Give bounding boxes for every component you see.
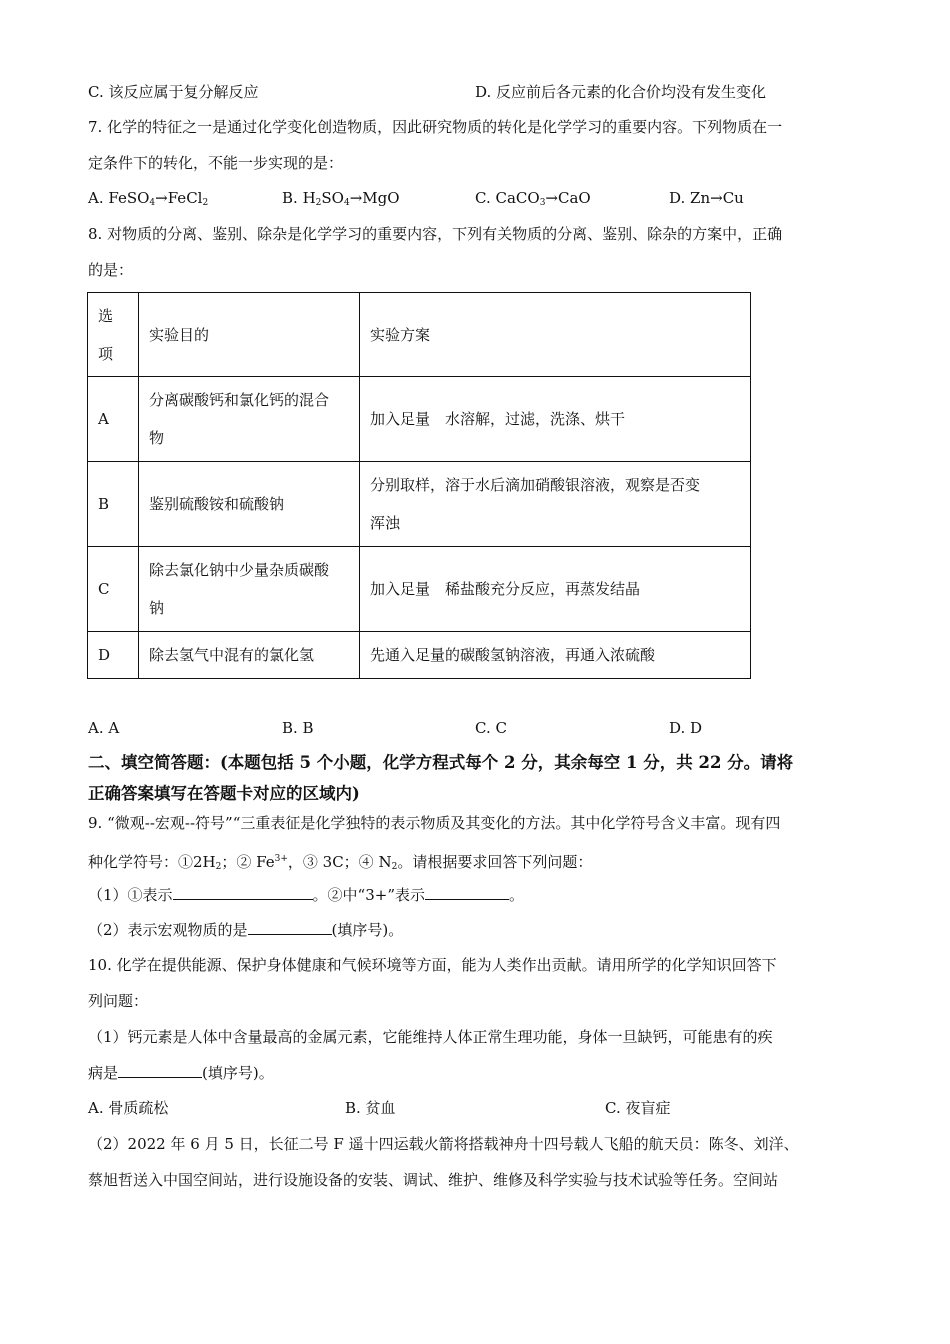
q9-sub1: （1）①表示 。②中“3+”表示 。 (88, 886, 525, 904)
q8-answer-a: A. A (88, 719, 120, 737)
q7-option-b: B. $H_2SO_4\to MgO$ (282, 189, 400, 208)
row-goal: 除去氯化钠中少量杂质碳酸 钠 (139, 547, 360, 632)
q8-experiment-table (87, 292, 751, 679)
row-option: D (88, 632, 139, 679)
answer-blank[interactable] (118, 1063, 202, 1078)
q9-sub2: （2）表示宏观物质的是 (填序号)。 (88, 921, 404, 939)
q10-option-b: B. 贫血 (345, 1099, 396, 1117)
q6-option-c: C. 该反应属于复分解反应 (88, 83, 259, 101)
header-goal: 实验目的 (139, 293, 360, 377)
q10-stem-line1: 10. 化学在提供能源、保护身体健康和气候环境等方面，能为人类作出贡献。请用所学的化学知识回答下 (88, 956, 777, 974)
q7-option-a: A. FeSO$_4$→FeCl$_2$ (88, 189, 209, 208)
section2-heading-line1: 二、填空简答题：(本题包括 5 个小题，化学方程式每个 2 分，其余每空 1 分，共 22 分。请将 (88, 753, 794, 772)
q10-sub2-line1: （2）2022 年 6 月 5 日，长征二号 F 遥十四运载火箭将搭载神舟十四号载人飞船的航天员：陈冬、刘洋、 (88, 1135, 799, 1153)
q7-stem-line1: 7. 化学的特征之一是通过化学变化创造物质，因此研究物质的转化是化学学习的重要内容。下列物质在一 (88, 118, 783, 136)
q10-option-c: C. 夜盲症 (605, 1099, 671, 1117)
q8-answer-b: B. B (282, 719, 314, 737)
answer-blank[interactable] (425, 885, 509, 900)
q9-stem-line1: 9. “微观--宏观--符号”“三重表征是化学独特的表示物质及其变化的方法。其中化学符号含义丰富。现有四 (88, 814, 781, 832)
q10-option-a: A. 骨质疏松 (88, 1099, 169, 1117)
row-plan: 先通入足量的碳酸氢钠溶液，再通入浓硫酸 (360, 632, 751, 679)
q10-stem-line2: 列问题： (88, 992, 149, 1010)
row-goal: 除去氢气中混有的氯化氢 (139, 632, 360, 679)
q8-stem-line2: 的是： (88, 261, 134, 279)
row-plan: 分别取样，溶于水后滴加硝酸银溶液，观察是否变 浑浊 (360, 462, 751, 547)
q8-stem-line1: 8. 对物质的分离、鉴别、除杂是化学学习的重要内容，下列有关物质的分离、鉴别、除杂的方案中，正确 (88, 225, 783, 243)
table-row (88, 462, 751, 547)
header-plan: 实验方案 (360, 293, 751, 377)
table-row (88, 377, 751, 462)
row-goal: 分离碳酸钙和氯化钙的混合 物 (139, 377, 360, 462)
q7-option-c: C. CaCO$_3$→CaO (475, 189, 591, 208)
q10-sub1-line1: （1）钙元素是人体中含量最高的金属元素，它能维持人体正常生理功能，身体一旦缺钙，可能患有的疾 (88, 1028, 773, 1046)
q10-sub1-line2: 病是 (填序号)。 (88, 1064, 274, 1082)
q10-sub2-line2: 蔡旭哲送入中国空间站，进行设施设备的安装、调试、维护、维修及科学实验与技术试验等任务。空间站 (88, 1171, 779, 1189)
answer-blank[interactable] (173, 885, 313, 900)
q7-stem-line2: 定条件下的转化，不能一步实现的是： (88, 154, 344, 172)
header-option: 选 项 (88, 293, 139, 377)
q7-option-d: D. Zn→Cu (669, 189, 744, 207)
row-plan: 加入足量 水溶解，过滤，洗涤、烘干 (360, 377, 751, 462)
row-goal: 鉴别硫酸铵和硫酸钠 (139, 462, 360, 547)
q8-answer-c: C. C (475, 719, 507, 737)
table-header-row (88, 293, 751, 377)
q8-answer-d: D. D (669, 719, 703, 737)
q6-option-d: D. 反应前后各元素的化合价均没有发生变化 (475, 83, 767, 101)
q9-stem-line2: 种化学符号：$①2H_2$；② $Fe^{3+}$，③ 3C；④ $N_2$。请根据要求回答下列问题： (88, 853, 593, 872)
row-option: C (88, 547, 139, 632)
row-option: B (88, 462, 139, 547)
section2-heading-line2: 正确答案填写在答题卡对应的区域内) (88, 784, 360, 803)
table-row (88, 547, 751, 632)
answer-blank[interactable] (248, 920, 332, 935)
row-option: A (88, 377, 139, 462)
table-row (88, 632, 751, 679)
row-plan: 加入足量 稀盐酸充分反应，再蒸发结晶 (360, 547, 751, 632)
